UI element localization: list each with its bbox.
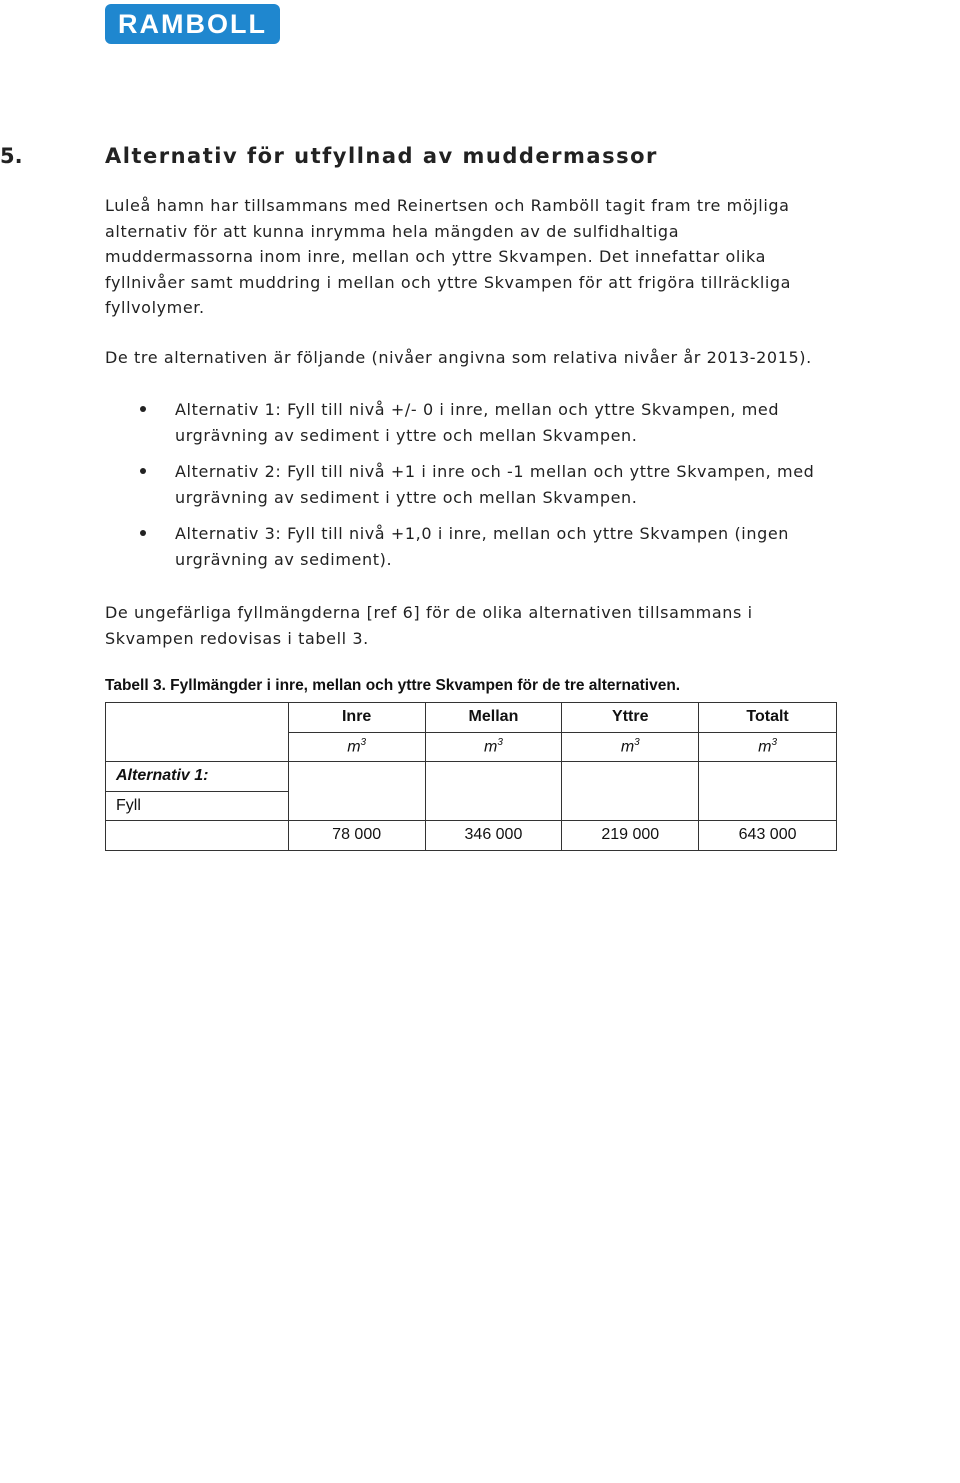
intro-line: alternativ för att kunna inrymma hela mängden av de sulfidhaltiga [105,221,680,241]
unit-cell [699,732,837,762]
fill-volume-table [105,702,837,851]
value-cell: 78 000 [288,821,425,851]
unit-text: m [620,738,635,756]
bullet-line: Alternativ 3: Fyll till nivå +1,0 i inre, mellan och yttre Skvampen (ingen [175,524,790,543]
value-cell: 346 000 [425,821,562,851]
list-item [105,397,865,448]
table-header-row [106,703,837,733]
unit-text: m [484,738,498,756]
list-item [105,459,865,510]
bullet-line: urgrävning av sediment). [175,549,393,569]
summary-line: De ungefärliga fyllmängderna [ref 6] för de olika alternativen tillsammans i [105,603,753,622]
bullet-icon [140,530,146,536]
bullet-icon [140,468,146,474]
bullet-line: Alternativ 2: Fyll till nivå +1 i inre och -1 mellan och yttre Skvampen, med [175,462,815,481]
header-inre: Inre [288,703,425,733]
unit-cell [425,732,562,762]
header-mellan: Mellan [425,703,562,733]
row-label: Fyll [106,791,289,821]
unit-text: m [758,738,772,756]
list-item [105,521,865,572]
unit-text: m [347,738,361,756]
unit-exponent: 3 [634,737,640,749]
table-group-row [106,762,837,792]
unit-cell [562,732,699,762]
section-number: 5. [0,144,23,168]
unit-exponent: 3 [497,737,503,749]
section-title: Alternativ för utfyllnad av muddermassor [105,144,658,168]
table-cell [699,762,837,821]
logo-text: RAMBOLL [118,8,267,39]
table-cell [288,762,425,821]
intro-paragraph [105,193,845,321]
intro-line: Luleå hamn har tillsammans med Reinertsen och Ramböll tagit fram tre möjliga [105,196,790,215]
header-totalt: Totalt [699,703,837,733]
table-caption: Tabell 3. Fyllmängder i inre, mellan och yttre Skvampen för de tre alternativen. [105,677,681,694]
bullet-line: urgrävning av sediment i yttre och mellan Skvampen. [175,425,638,445]
header-yttre: Yttre [562,703,699,733]
bullet-line: Alternativ 1: Fyll till nivå +/- 0 i inre, mellan och yttre Skvampen, med [175,400,780,419]
summary-paragraph [105,600,845,651]
group-label: Alternativ 1: [106,762,289,792]
alternatives-list [105,397,865,583]
alternatives-intro [105,345,845,371]
value-cell: 219 000 [562,821,699,851]
unit-exponent: 3 [771,737,778,749]
unit-cell [288,732,425,762]
unit-exponent: 3 [360,737,367,749]
table-row [106,821,837,851]
bullet-line: urgrävning av sediment i yttre och mellan Skvampen. [175,487,638,507]
intro-line: muddermassorna inom inre, mellan och yttre Skvampen. Det innefattar olika [105,247,766,266]
table-corner-cell [106,703,289,762]
intro-line: fyllnivåer samt muddring i mellan och yttre Skvampen för att frigöra tillräckliga [105,272,792,292]
value-cell: 643 000 [699,821,837,851]
intro-line: fyllvolymer. [105,298,205,317]
table-cell [562,762,699,821]
summary-line: Skvampen redovisas i tabell 3. [105,628,369,648]
ramboll-logo [105,4,280,44]
table-cell [106,821,289,851]
alternatives-intro-text: De tre alternativen är följande (nivåer angivna som relativa nivåer år 2013-2015). [105,348,812,367]
bullet-icon [140,406,146,412]
table-cell [425,762,562,821]
